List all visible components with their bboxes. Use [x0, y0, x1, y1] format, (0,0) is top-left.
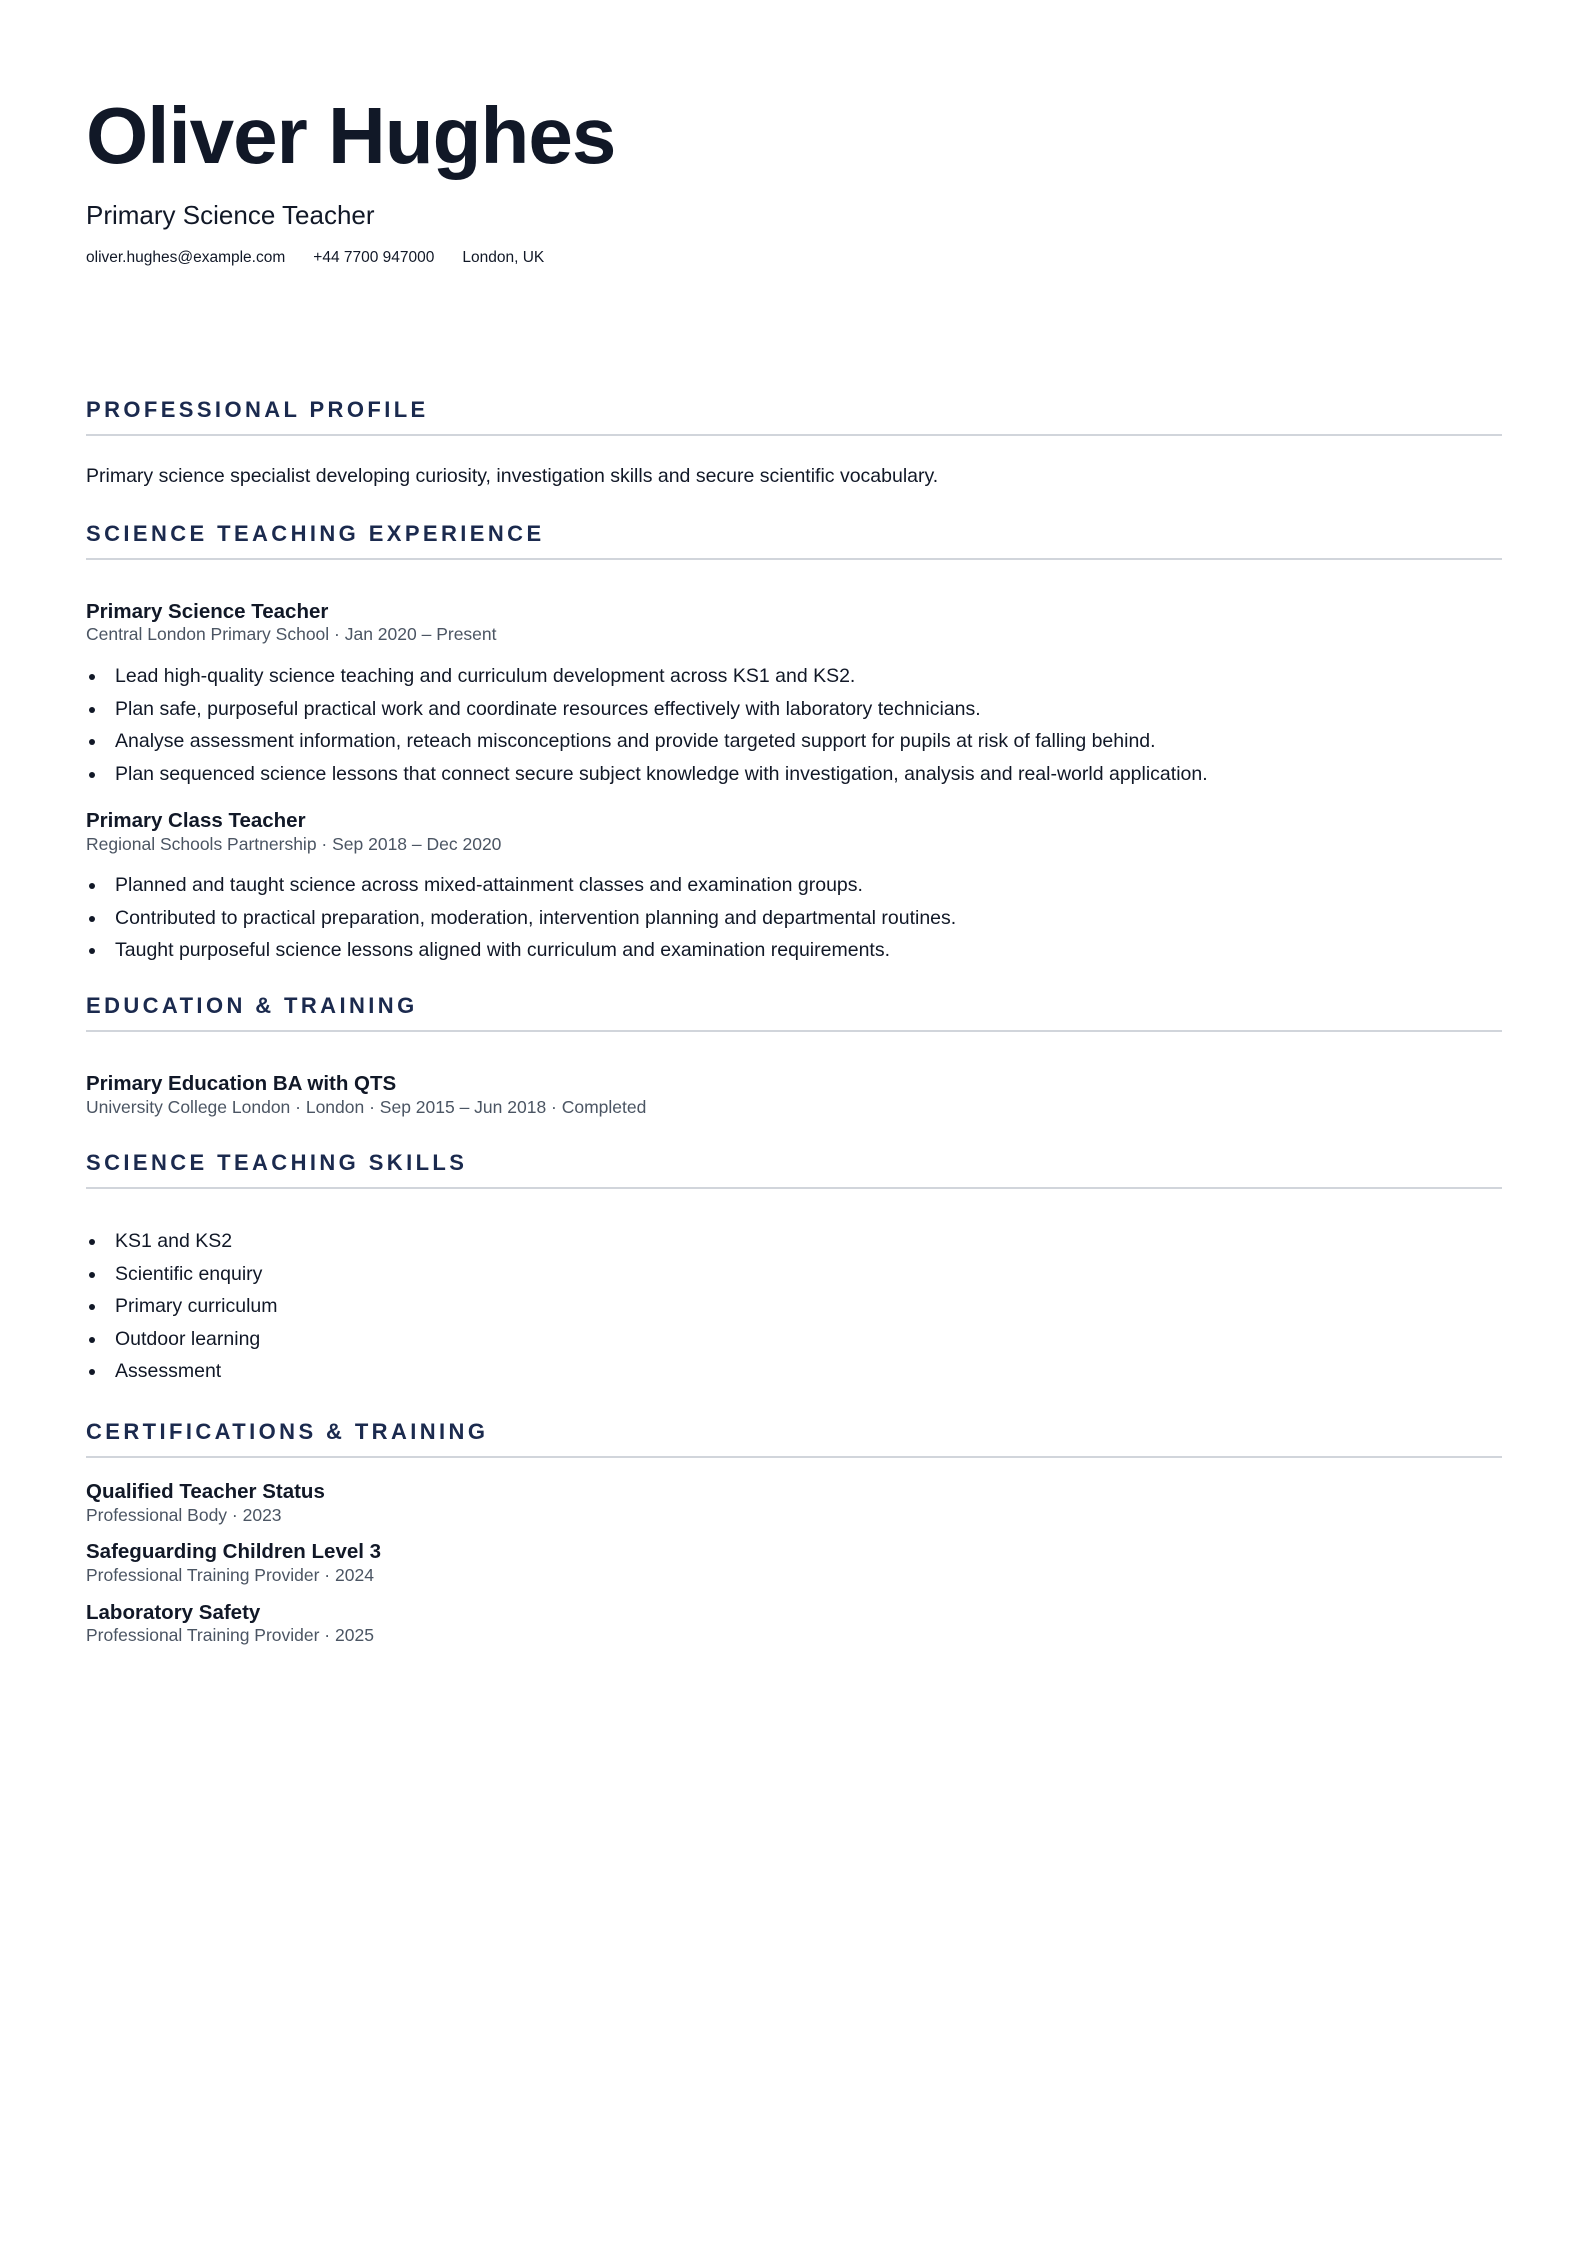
job-bullet: Lead high-quality science teaching and curriculum development across KS1 and KS2. [86, 660, 1502, 693]
job-meta: Regional Schools Partnership · Sep 2018 – Dec 2020 [86, 833, 502, 854]
experience-section [86, 521, 1502, 967]
job-bullets [86, 869, 1502, 967]
certification-meta: Professional Body · 2023 [86, 1504, 282, 1525]
experience-entry [86, 809, 1502, 967]
skill-item: Outdoor learning [86, 1323, 1502, 1356]
job-bullet: Plan safe, purposeful practical work and coordinate resources effectively with laboratory technicians. [86, 693, 1502, 726]
section-heading-certifications: CERTIFICATIONS & TRAINING [86, 1419, 1502, 1458]
contact-phone[interactable]: +44 7700 947000 [313, 249, 435, 267]
resume-header [86, 0, 1502, 267]
certification-entry [86, 1480, 1502, 1526]
skills-list [86, 1225, 1502, 1388]
certification-entry [86, 1540, 1502, 1586]
job-title: Primary Science Teacher [86, 599, 329, 623]
education-section [86, 993, 1502, 1118]
job-bullet: Planned and taught science across mixed-attainment classes and examination groups. [86, 869, 1502, 902]
experience-entry [86, 600, 1502, 790]
section-heading-skills: SCIENCE TEACHING SKILLS [86, 1150, 1502, 1189]
profile-summary: Primary science specialist developing curiosity, investigation skills and secure scientific vocabulary. [86, 465, 939, 488]
certification-entry [86, 1601, 1502, 1647]
job-bullet: Plan sequenced science lessons that connect secure subject knowledge with investigation, analysis and real-world application. [86, 758, 1502, 791]
job-title: Primary Class Teacher [86, 809, 306, 832]
contact-email[interactable]: oliver.hughes@example.com [86, 249, 286, 267]
candidate-name: Oliver Hughes [86, 91, 616, 180]
section-heading-education: EDUCATION & TRAINING [86, 993, 1502, 1032]
contact-line [86, 249, 1502, 267]
job-meta: Central London Primary School · Jan 2020 – Present [86, 624, 497, 645]
education-entry [86, 1072, 1502, 1118]
section-heading-profile: PROFESSIONAL PROFILE [86, 397, 1502, 436]
section-heading-experience: SCIENCE TEACHING EXPERIENCE [86, 521, 1502, 560]
certification-meta: Professional Training Provider · 2024 [86, 1565, 374, 1585]
skills-section [86, 1150, 1502, 1388]
certification-title: Safeguarding Children Level 3 [86, 1540, 382, 1564]
degree-meta: University College London · London · Sep 2015 – Jun 2018 · Completed [86, 1096, 647, 1117]
contact-location: London, UK [462, 249, 545, 267]
skill-item: Assessment [86, 1355, 1502, 1388]
skill-item: Scientific enquiry [86, 1258, 1502, 1291]
skill-item: Primary curriculum [86, 1290, 1502, 1323]
job-bullet: Analyse assessment information, reteach misconceptions and provide targeted support for pupils at risk of falling behind. [86, 725, 1502, 758]
job-bullet: Taught purposeful science lessons aligned with curriculum and examination requirements. [86, 934, 1502, 967]
certification-title: Qualified Teacher Status [86, 1479, 325, 1503]
degree-title: Primary Education BA with QTS [86, 1071, 397, 1095]
certification-title: Laboratory Safety [86, 1600, 261, 1624]
candidate-title: Primary Science Teacher [86, 200, 375, 230]
job-bullets [86, 660, 1502, 790]
profile-section [86, 397, 1502, 489]
certification-meta: Professional Training Provider · 2025 [86, 1625, 374, 1646]
certifications-section [86, 1419, 1502, 1647]
job-bullet: Contributed to practical preparation, moderation, intervention planning and departmental routines. [86, 902, 1502, 935]
skill-item: KS1 and KS2 [86, 1225, 1502, 1258]
